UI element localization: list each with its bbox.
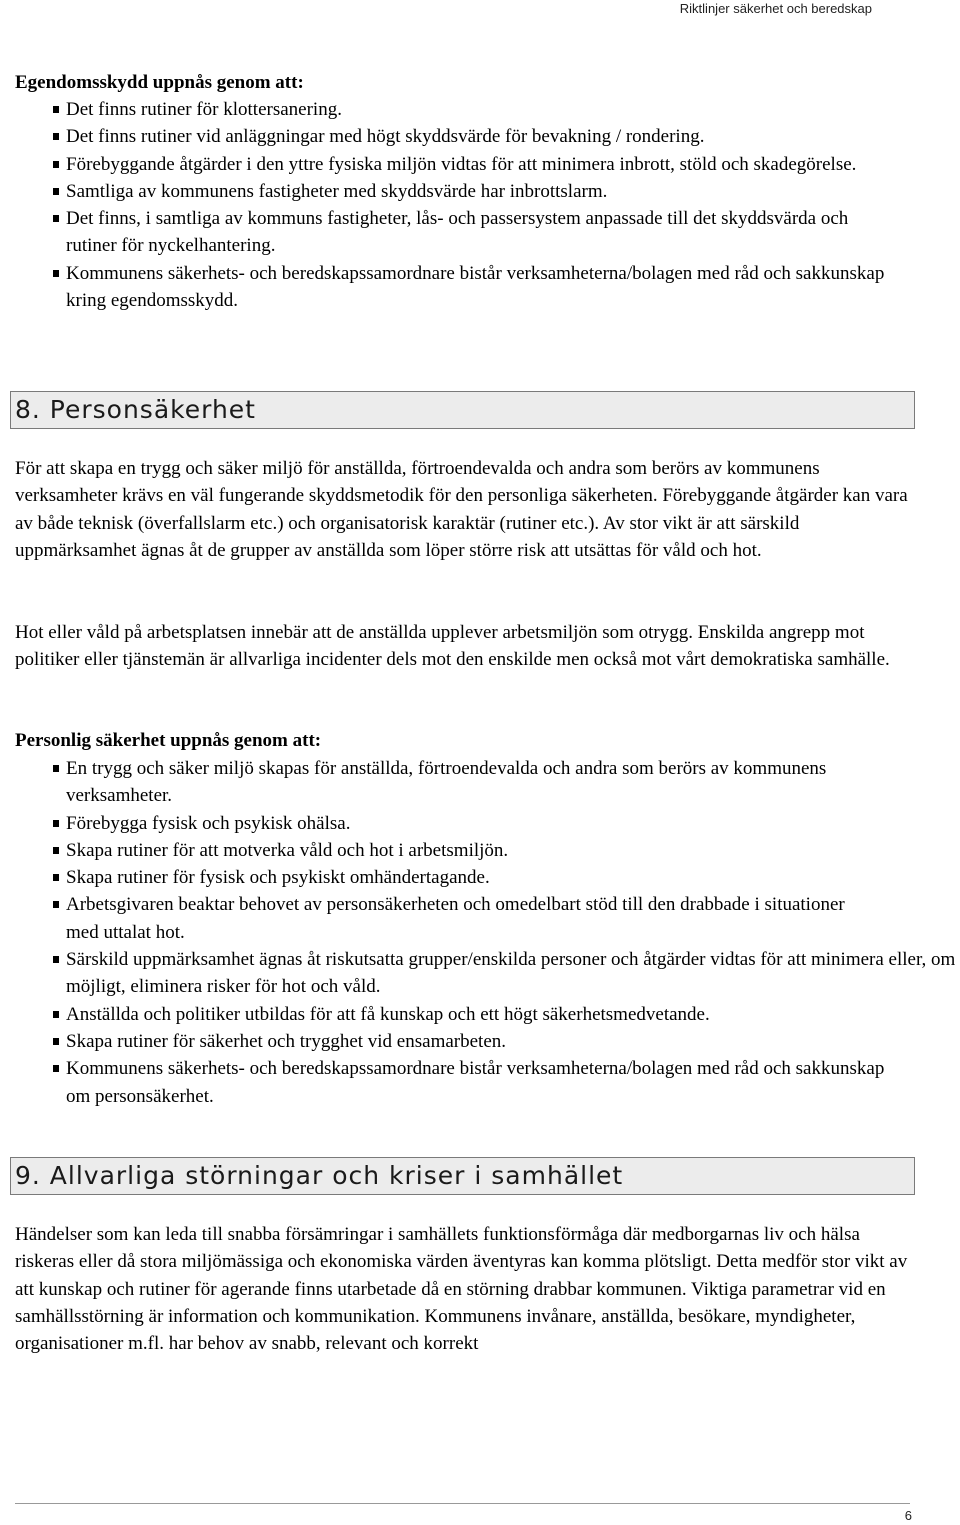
personal-safety-heading: Personlig säkerhet uppnås genom att: [15,730,322,751]
personal-safety-list [15,755,960,1110]
list-item: Kommunens säkerhets- och beredskapssamordnare bistår verksamheterna/bolagen med råd och sakkunskap om personsäkerhet. [15,1055,901,1110]
page-number: 6 [904,1508,912,1523]
property-protection-list [15,96,915,314]
list-item: Det finns, i samtliga av kommuns fastigheter, lås- och passersystem anpassade till det skyddsvärda och rutiner för nyckelhantering. [15,205,884,260]
list-item: Det finns rutiner för klottersanering. [15,96,915,123]
section-8-title: 8. Personsäkerhet [10,391,915,429]
list-item: En trygg och säker miljö skapas för anställda, förtroendevalda och andra som berörs av kommunens verksamheter. [15,755,901,810]
list-item: Anställda och politiker utbildas för att få kunskap och ett högt säkerhetsmedvetande. [15,1001,960,1028]
property-protection-heading: Egendomsskydd uppnås genom att: [15,72,304,93]
list-item: Det finns rutiner vid anläggningar med högt skyddsvärde för bevakning / rondering. [15,123,915,150]
list-item: Samtliga av kommunens fastigheter med skyddsvärde har inbrottslarm. [15,178,915,205]
list-item: Skapa rutiner för fysisk och psykiskt omhändertagande. [15,864,960,891]
list-item: Arbetsgivaren beaktar behovet av personsäkerheten och omedelbart stöd till den drabbade i situationer med uttalat hot. [15,891,851,946]
list-item: Skapa rutiner för att motverka våld och hot i arbetsmiljön. [15,837,960,864]
section-8-paragraph-1: För att skapa en trygg och säker miljö för anställda, förtroendevalda och andra som berörs av kommunens verksamheter krävs en väl fungerande skyddsmetodik för den personliga säkerheten. Förebyggande åtgärder kan vara av både teknisk (överfallslarm etc.) och organisatorisk karaktär (rutiner etc.). Av stor vikt är att särskild uppmärksamhet ägnas åt de grupper av anställda som löper större risk att utsättas för våld och hot. [15,458,908,561]
running-header: Riktlinjer säkerhet och beredskap [679,1,872,16]
section-9-title: 9. Allvarliga störningar och kriser i samhället [10,1157,915,1195]
section-8-paragraph-2: Hot eller våld på arbetsplatsen innebär att de anställda upplever arbetsmiljön som otrygg. Enskilda angrepp mot politiker eller tjänstemän är allvarliga incidenter dels mot den enskilde men också mot vårt demokratiska samhälle. [15,622,890,671]
list-item: Förebygga fysisk och psykisk ohälsa. [15,810,960,837]
list-item: Särskild uppmärksamhet ägnas åt riskutsatta grupper/enskilda personer och åtgärder vidtas för att minimera eller, om möjligt, eliminera risker för hot och våld. [15,946,960,1001]
footer-divider [15,1503,910,1504]
list-item: Kommunens säkerhets- och beredskapssamordnare bistår verksamheterna/bolagen med råd och sakkunskap kring egendomsskydd. [15,260,901,315]
section-9-paragraph-1: Händelser som kan leda till snabba försämringar i samhällets funktionsförmåga där medborgarnas liv och hälsa riskeras eller då stora miljömässiga och ekonomiska värden äventyras kan komma plötsligt. Detta medför stor vikt av att kunskap och rutiner för agerande finns utarbetade då en störning drabbar kommunen. Viktiga parametrar vid en samhällsstörning är information och kommunikation. Kommunens invånare, anställda, besökare, myndigheter, organisationer m.fl. har behov av snabb, relevant och korrekt [15,1224,908,1355]
list-item: Förebyggande åtgärder i den yttre fysiska miljön vidtas för att minimera inbrott, stöld och skadegörelse. [15,151,864,178]
list-item: Skapa rutiner för säkerhet och trygghet vid ensamarbeten. [15,1028,960,1055]
